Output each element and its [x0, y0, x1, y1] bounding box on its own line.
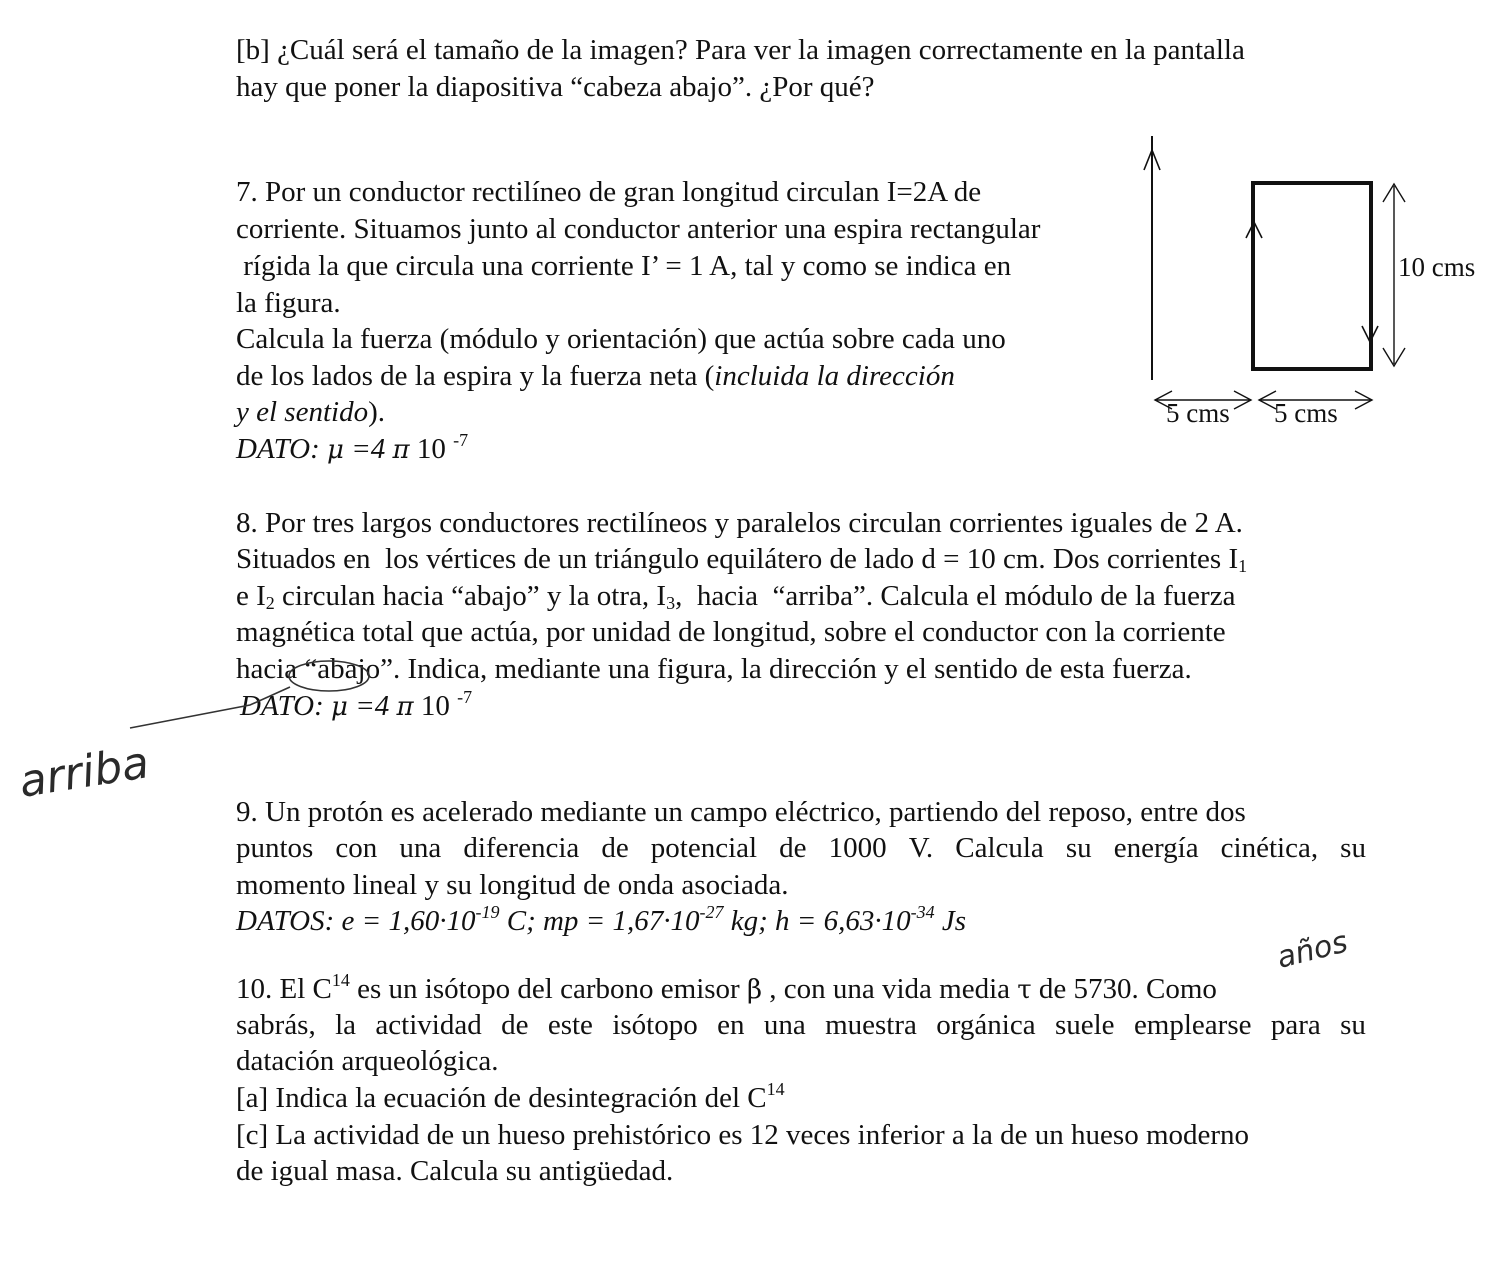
q10-line-2-word: actividad: [375, 1009, 482, 1041]
q7-dato-exponent: -7: [453, 430, 469, 450]
q8-line-3-a: e I: [236, 580, 266, 612]
wire-and-loop-figure: [1144, 136, 1405, 409]
q9-datos-a: DATOS: e = 1,60·10: [236, 905, 476, 937]
q9-line-2-word: V.: [908, 832, 934, 864]
pi-symbol: π: [396, 692, 414, 722]
q8-line-4: magnética total que actúa, por unidad de longitud, sobre el conductor con la corriente: [236, 616, 1226, 648]
q9-datos-exp-2: -27: [699, 902, 724, 922]
q7-line-2: corriente. Situamos junto al conductor anterior una espira rectangular: [236, 213, 1041, 245]
q10-line-1-c: , con una vida media: [761, 973, 1018, 1005]
q9-datos-c: kg; h = 6,63·10: [723, 905, 911, 937]
q9-line-2-word: potencial: [650, 832, 758, 864]
q7-dato-eq: =4: [343, 433, 393, 465]
q8-dato-ten: 10: [413, 690, 458, 722]
q9-datos-b: C; mp = 1,67·10: [499, 905, 700, 937]
q10-line-2-word: emplearse: [1133, 1009, 1252, 1041]
q9-line-2-word: una: [399, 832, 442, 864]
q10-line-3: datación arqueológica.: [236, 1045, 499, 1077]
q8-line-5-b: ”. Indica, mediante una figura, la dirección y el sentido de esta fuerza.: [380, 653, 1192, 685]
beta-symbol: β: [746, 975, 762, 1005]
tau-symbol: τ: [1017, 975, 1032, 1005]
mu-symbol: μ: [331, 692, 348, 722]
q9-line-2-word: Calcula: [955, 832, 1044, 864]
q8-line-3-b: circulan hacia “abajo” y la otra, I: [274, 580, 667, 612]
annotation-circle: [289, 661, 369, 691]
q10-line-2-word: la: [335, 1009, 357, 1041]
q9-line-1: 9. Un protón es acelerado mediante un campo eléctrico, partiendo del reposo, entre dos: [236, 796, 1246, 828]
q7-line-4: la figura.: [236, 287, 341, 319]
q10-line-6: de igual masa. Calcula su antigüedad.: [236, 1155, 674, 1187]
q8-line-1: 8. Por tres largos conductores rectilíneos y paralelos circulan corrientes iguales de 2 A.: [236, 507, 1243, 539]
q10-line-4-sup: 14: [766, 1079, 785, 1099]
width-label-right: 5 cms: [1274, 398, 1338, 428]
q8-dato-prefix: DATO:: [240, 690, 332, 722]
q7-line-7-italic: y el sentido: [236, 396, 369, 428]
q7-line-5: Calcula la fuerza (módulo y orientación) que actúa sobre cada uno: [236, 323, 1006, 355]
q7-line-6-italic: incluida la dirección: [714, 360, 955, 392]
q8-line-2-subscript: 1: [1238, 556, 1248, 576]
mu-symbol: μ: [327, 435, 344, 465]
q10-line-2-word: isótopo: [612, 1009, 698, 1041]
q10-line-5: [c] La actividad de un hueso prehistórico es 12 veces inferior a la de un hueso moderno: [236, 1119, 1250, 1151]
q10-line-2-word: este: [547, 1009, 593, 1041]
q10-line-1-d: de 5730. Como: [1031, 973, 1217, 1005]
q9-datos-exp-1: -19: [475, 902, 500, 922]
q10-line-2-word: sabrás,: [236, 1009, 316, 1041]
q9-line-2-word: con: [335, 832, 378, 864]
pi-symbol: π: [392, 435, 410, 465]
q8-dato-eq: =4: [347, 690, 397, 722]
handwritten-annotations: [16, 661, 1351, 976]
q9-line-2-word: diferencia: [463, 832, 580, 864]
q8-line-2-text: Situados en los vértices de un triángulo equilátero de lado d = 10 cm. Dos corrientes I: [236, 543, 1239, 575]
q10-line-1-a: 10. El C: [236, 973, 332, 1005]
q8-line-3-c: , hacia “arriba”. Calcula el módulo de la fuerza: [675, 580, 1236, 612]
q9-line-2-word: 1000: [828, 832, 887, 864]
q9-line-2-word: su: [1065, 832, 1092, 864]
q8-line-3-sub-2: 3: [666, 593, 676, 613]
q10-line-1-sup: 14: [331, 970, 350, 990]
q7-line-6-text: de los lados de la espira y la fuerza neta (: [236, 360, 715, 392]
q9-line-3: momento lineal y su longitud de onda asociada.: [236, 869, 789, 901]
q9-line-2-word: su: [1340, 832, 1366, 864]
q8-line-3-sub-1: 2: [265, 593, 275, 613]
part-b-line-2: hay que poner la diapositiva “cabeza abajo”. ¿Por qué?: [236, 71, 875, 103]
part-b-line-1: [b] ¿Cuál será el tamaño de la imagen? Para ver la imagen correctamente en la pantalla: [236, 34, 1245, 66]
q10-line-2-word: suele: [1054, 1009, 1115, 1041]
q9-line-2-word: puntos: [236, 832, 314, 864]
q10-line-2-word: su: [1340, 1009, 1366, 1041]
q10-line-2-word: una: [763, 1009, 806, 1041]
q7-line-1: 7. Por un conductor rectilíneo de gran longitud circulan I=2A de: [236, 176, 982, 208]
q10-line-2-word: orgánica: [936, 1009, 1036, 1041]
annotation-anos: años: [1273, 924, 1352, 976]
rectangular-loop: [1253, 183, 1371, 369]
height-label: 10 cms: [1398, 252, 1476, 282]
q10-line-4-text: [a] Indica la ecuación de desintegración del C: [236, 1082, 767, 1114]
q10-line-2-word: para: [1270, 1009, 1321, 1041]
q7-dato-ten: 10: [409, 433, 454, 465]
annotation-arriba: arriba: [15, 737, 153, 808]
width-label-left: 5 cms: [1166, 398, 1230, 428]
q8-line-5-a: hacia “: [236, 653, 318, 685]
q7-dato-prefix: DATO:: [236, 433, 328, 465]
q10-line-2-word: de: [501, 1009, 529, 1041]
q9-line-2-word: cinética,: [1220, 832, 1319, 864]
q7-line-3: rígida la que circula una corriente I’ = 1 A, tal y como se indica en: [236, 250, 1012, 282]
q10-line-1-b: es un isótopo del carbono emisor: [349, 973, 747, 1005]
q9-datos-exp-3: -34: [910, 902, 935, 922]
q7-line-7-text: ).: [368, 396, 385, 428]
q10-line-2-word: en: [717, 1009, 745, 1041]
q8-dato-exponent: -7: [457, 687, 473, 707]
q9-datos-d: Js: [934, 905, 967, 937]
q9-line-2-word: de: [779, 832, 807, 864]
q9-line-2-word: energía: [1113, 832, 1199, 864]
q8-circled-word: abajo: [317, 653, 381, 685]
annotation-pointer-line: [130, 687, 290, 728]
q10-line-2-word: muestra: [825, 1009, 917, 1041]
q9-line-2-word: de: [601, 832, 629, 864]
